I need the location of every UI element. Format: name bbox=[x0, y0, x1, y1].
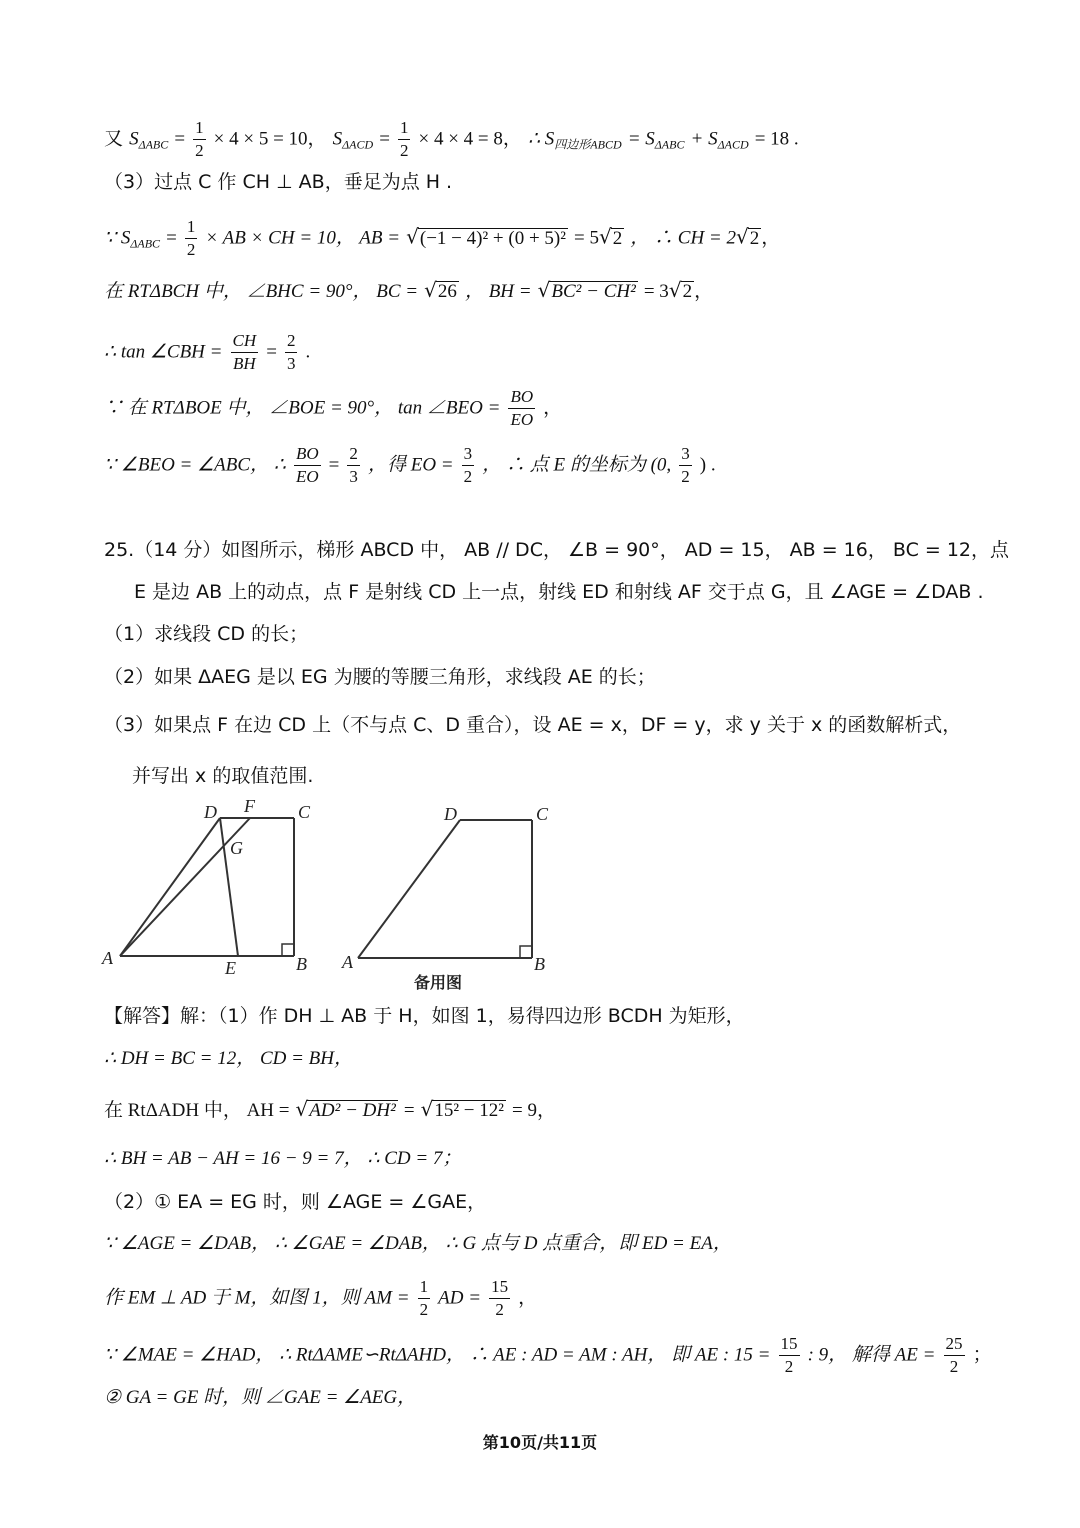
text: S bbox=[129, 128, 139, 150]
question-25-line1: 25.（14 分）如图所示，梯形 ABCD 中， AB // DC， ∠B = 90°， AD = 15， AB = 16， BC = 12，点 bbox=[104, 539, 1010, 561]
segment-ad bbox=[120, 818, 220, 956]
question-25-line2: E 是边 AB 上的动点，点 F 是射线 CD 上一点，射线 ED 和射线 AF 交于点 G，且 ∠AGE = ∠DAB . bbox=[134, 581, 984, 603]
fraction: $\frac{1}{2}$ bbox=[399, 118, 409, 160]
fraction: $\frac{2}{3}$ bbox=[349, 444, 358, 486]
label-c: C bbox=[536, 804, 549, 824]
text: × AB × CH = 10， AB = bbox=[205, 227, 401, 249]
radicand: 26 bbox=[437, 281, 457, 302]
radicand: 15² − 12² bbox=[434, 1100, 504, 1121]
label-a: A bbox=[102, 948, 113, 968]
segment-ad bbox=[358, 820, 460, 958]
text: 在 RtΔADH 中， AH = bbox=[104, 1100, 290, 1121]
solution-case2: ② GA = GE 时，则 ∠GAE = ∠AEG， bbox=[104, 1387, 417, 1408]
label-b: B bbox=[296, 954, 307, 974]
label-c: C bbox=[298, 802, 311, 822]
text: ， bbox=[761, 227, 781, 249]
line-point-e bbox=[104, 443, 716, 488]
text: + S bbox=[690, 128, 718, 150]
fraction: $\frac{2}{3}$ bbox=[286, 331, 296, 373]
text: ∴ tan ∠CBH = bbox=[104, 341, 223, 363]
subscript: ΔACD bbox=[342, 137, 374, 152]
solution-dh-bc: ∴ DH = BC = 12， CD = BH， bbox=[104, 1048, 353, 1069]
radical-sign: √ bbox=[420, 1097, 434, 1121]
text: = bbox=[328, 454, 340, 476]
text: = bbox=[166, 227, 177, 249]
radicand: AD² − DH² bbox=[309, 1100, 396, 1121]
fraction: $\frac{3}{2}$ bbox=[463, 444, 473, 486]
solution-rt-adh bbox=[104, 1097, 556, 1123]
fraction: $\frac{3}{2}$ bbox=[681, 444, 690, 486]
right-angle-mark bbox=[520, 946, 532, 958]
label-b: B bbox=[534, 954, 545, 974]
text: ∵ ∠MAE = ∠HAD， ∴ RtΔAME∽RtΔAHD， ∴ AE : AD = AM : AH， 即 AE : 15 = bbox=[104, 1344, 771, 1366]
text: 在 RTΔBCH 中， ∠BHC = 90°， BC = bbox=[104, 281, 419, 302]
text: 又 bbox=[104, 127, 124, 150]
subscript: ΔABC bbox=[654, 137, 685, 152]
radical-sign: √ bbox=[598, 224, 612, 249]
fraction: $\frac{1}{2}$ bbox=[419, 1277, 429, 1319]
text: ∴ S bbox=[527, 128, 555, 150]
radical-sign: √ bbox=[406, 224, 419, 249]
text: AD = bbox=[438, 1287, 482, 1309]
solution-cd: ∴ BH = AB − AH = 16 − 9 = 7， ∴ CD = 7； bbox=[104, 1148, 462, 1169]
text: ， bbox=[518, 1287, 538, 1309]
radicand: 2 bbox=[749, 227, 760, 249]
subscript: ΔABC bbox=[138, 137, 169, 152]
subscript: ΔACD bbox=[717, 137, 749, 152]
line-area-abc bbox=[104, 216, 780, 261]
fraction: $\frac{CH}{BH}$ bbox=[232, 331, 257, 373]
text: ) . bbox=[699, 454, 716, 476]
radicand: BC² − CH² bbox=[551, 281, 636, 302]
text: ∵ 在 RTΔBOE 中， ∠BOE = 90°， tan ∠BEO = bbox=[104, 397, 501, 419]
text: ， bbox=[694, 281, 714, 302]
solution-similar bbox=[104, 1333, 992, 1378]
question-25-part1: （1）求线段 CD 的长； bbox=[104, 623, 309, 645]
page-footer: 第10页/共11页 bbox=[482, 1433, 598, 1452]
text: × 4 × 5 = 10， bbox=[213, 128, 327, 150]
question-25-part3: （3）如果点 F 在边 CD 上（不与点 C、D 重合），设 AE = x，DF = y，求 y 关于 x 的函数解析式， bbox=[104, 714, 962, 736]
solution-intro: 【解答】解：（1）作 DH ⊥ AB 于 H，如图 1，易得四边形 BCDH 为矩形， bbox=[104, 1005, 745, 1027]
solution-case1-g-d: ∵ ∠AGE = ∠DAB， ∴ ∠GAE = ∠DAB， ∴ G 点与 D 点重合，即 ED = EA， bbox=[104, 1233, 732, 1254]
label-g: G bbox=[230, 838, 243, 858]
radical-sign: √ bbox=[537, 278, 551, 302]
label-a: A bbox=[342, 952, 353, 972]
line-step3: （3）过点 C 作 CH ⊥ AB，垂足为点 H . bbox=[104, 171, 453, 193]
figure-caption: 备用图 bbox=[414, 973, 463, 992]
fraction: $\frac{25}{2}$ bbox=[945, 1334, 963, 1376]
fraction: $\frac{1}{2}$ bbox=[186, 217, 196, 259]
label-d: D bbox=[204, 802, 217, 822]
label-d: D bbox=[444, 804, 457, 824]
fraction: $\frac{BO}{EO}$ bbox=[295, 444, 319, 486]
radical-sign: √ bbox=[295, 1097, 309, 1121]
text: ， ∴ 点 E 的坐标为 (0, bbox=[482, 454, 672, 476]
line-area-sum bbox=[104, 117, 799, 162]
radical-sign: √ bbox=[424, 278, 437, 302]
text: : 9， 解得 AE = bbox=[807, 1344, 936, 1366]
text: = 5 bbox=[574, 227, 599, 249]
text: = 9， bbox=[512, 1100, 556, 1121]
text: ， BH = bbox=[464, 281, 532, 302]
line-tan-cbh bbox=[104, 330, 310, 375]
figure-1 bbox=[100, 798, 330, 980]
subscript: 四边形ABCD bbox=[554, 137, 622, 152]
line-rt-bch bbox=[104, 278, 713, 304]
text: 作 EM ⊥ AD 于 M，如图 1，则 AM = bbox=[104, 1287, 410, 1309]
text: S bbox=[332, 128, 343, 150]
fraction: $\frac{1}{2}$ bbox=[195, 118, 204, 160]
text: ∵ S bbox=[104, 227, 131, 249]
radicand: 2 bbox=[682, 281, 693, 302]
text: . bbox=[305, 341, 311, 363]
radicand: 2 bbox=[612, 227, 623, 249]
subscript: ΔABC bbox=[130, 236, 161, 251]
radical-sign: √ bbox=[668, 278, 682, 302]
right-angle-mark bbox=[282, 944, 294, 956]
text: ， bbox=[543, 397, 563, 419]
text: ∵ ∠BEO = ∠ABC， ∴ bbox=[104, 454, 286, 476]
label-e: E bbox=[225, 958, 236, 978]
question-25-part3-cont: 并写出 x 的取值范围. bbox=[132, 765, 314, 787]
figure-spare bbox=[338, 798, 568, 996]
text: ， ∴ CH = 2 bbox=[630, 227, 736, 249]
question-25-part2: （2）如果 ΔAEG 是以 EG 为腰的等腰三角形，求线段 AE 的长； bbox=[104, 666, 656, 688]
radical-sign: √ bbox=[735, 224, 749, 249]
fraction: $\frac{15}{2}$ bbox=[491, 1277, 509, 1319]
text: = bbox=[379, 128, 390, 150]
label-f: F bbox=[244, 798, 255, 816]
text: = 3 bbox=[643, 281, 669, 302]
solution-em bbox=[104, 1276, 537, 1321]
fraction: $\frac{15}{2}$ bbox=[780, 1334, 798, 1376]
text: ； bbox=[972, 1344, 992, 1366]
text: = bbox=[174, 128, 186, 150]
radicand: (−1 − 4)² + (0 + 5)² bbox=[419, 227, 566, 249]
text: × 4 × 4 = 8， bbox=[418, 128, 522, 150]
text: = bbox=[403, 1100, 415, 1121]
text: ，得 EO = bbox=[367, 454, 454, 476]
fraction: $\frac{BO}{EO}$ bbox=[510, 387, 534, 429]
solution-case1: （2）① EA = EG 时，则 ∠AGE = ∠GAE， bbox=[104, 1191, 487, 1213]
text: = 18 . bbox=[754, 128, 799, 150]
text: = bbox=[266, 341, 277, 363]
line-rt-boe bbox=[104, 386, 562, 431]
text: = S bbox=[627, 128, 655, 150]
